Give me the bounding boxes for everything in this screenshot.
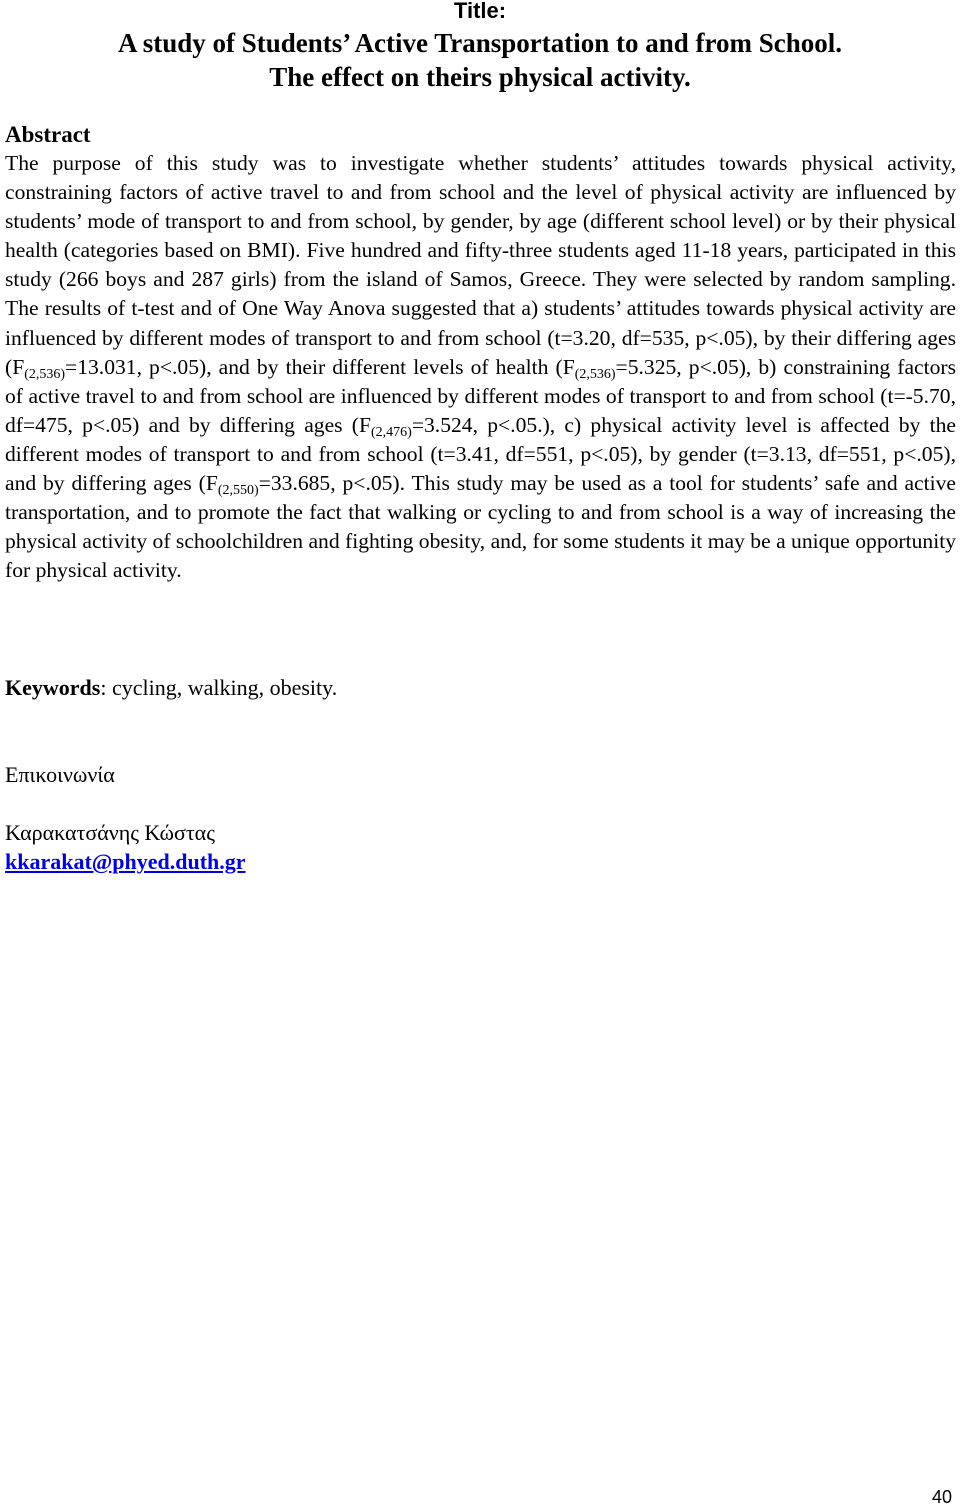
contact-heading: Επικοινωνία: [5, 762, 115, 787]
contact-name: Καρακατσάνης Κώστας: [5, 820, 215, 845]
abstract-body: [5, 149, 956, 585]
abstract-text: The purpose of this study was to investigate whether students’ attitudes towards physical activity, constraining factors of active travel to and from school and the level of physical activity are influenced by students’ mode of transport to and from school, by gender, by age (different school level) or by their physical health (categories based on BMI). Five hundred and fifty-three students aged 11-18 years, participated in this study (266 boys and 287 girls) from the island of Samos, Greece. They were selected by random sampling. The results of t-test and of One Way Anova suggested that a) students’ attitudes towards physical activity are influenced by different modes of transport to and from school (t=3.20, df=535, p<.05), by their differing ages (F: [5, 151, 956, 379]
abstract-heading: Abstract: [5, 122, 91, 147]
keywords-text: : cycling, walking, obesity.: [100, 675, 338, 700]
abstract-text: =5.325, p<.05), b) constraining factors of active travel to and from school are influenced by different modes of transport to and from school (t=-5.70, df=475, p<.05) and by differing ages (F: [5, 354, 956, 437]
title-label: Title:: [453, 0, 507, 23]
stat-subscript: (2,550): [217, 483, 259, 499]
page-number: 40: [932, 1487, 953, 1507]
stat-subscript: (2,476): [371, 424, 412, 440]
stat-subscript: (2,536): [574, 366, 616, 382]
paper-title-line-2: The effect on theirs physical activity.: [269, 62, 691, 92]
abstract-text: =33.685, p<.05). This study may be used as a tool for students’ safe and active transportation, and to promote the fact that walking or cycling to and from school is a way of increasing the physical activity of schoolchildren and fighting obesity, and, for some students it may be a unique opportunity for physical activity.: [5, 471, 957, 583]
contact-email-link[interactable]: kkarakat@phyed.duth.gr: [5, 849, 246, 874]
stat-subscript: (2,536): [24, 366, 66, 382]
keywords-label: Keywords: [5, 675, 101, 700]
paper-title-line-1: A study of Students’ Active Transportation to and from School.: [117, 28, 843, 58]
abstract-text: =3.524, p<.05.), c) physical activity level is affected by the different modes of transport to and from school (t=3.41, df=551, p<.05), by gender (t=3.13, df=551, p<.05), and by differing ages (F: [5, 412, 956, 496]
abstract-text: =13.031, p<.05), and by their different levels of health (F: [65, 354, 575, 379]
keywords: [5, 673, 337, 703]
